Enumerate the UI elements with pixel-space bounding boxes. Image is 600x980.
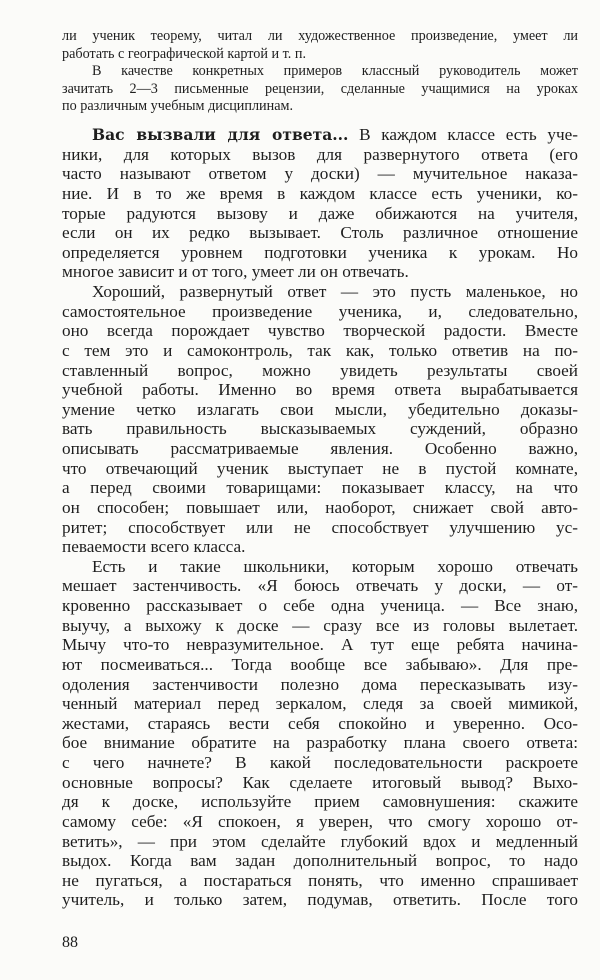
text-line — [62, 98, 578, 116]
text-line — [62, 733, 578, 753]
text-line — [62, 419, 578, 439]
text-line — [62, 773, 578, 793]
text-line-content: жестами, стараясь вести себя спокойно и уверенно. Осо- — [62, 713, 578, 733]
text-line — [62, 871, 578, 891]
text-line-content: ние. И в то же время в каждом классе есть ученики, ко- — [62, 183, 578, 203]
text-line-content: В каждом классе есть уче- — [359, 125, 578, 144]
text-line — [62, 675, 578, 695]
preceding-text — [62, 28, 578, 116]
text-line — [62, 459, 578, 479]
text-line-content: одоления застенчивости полезно дома пересказывать изу- — [62, 674, 578, 694]
text-line-content: Есть и такие школьники, которым хорошо отвечать — [92, 556, 578, 576]
text-line — [62, 851, 578, 871]
text-line-content: выдох. Когда вам задан дополнительный вопрос, то надо — [62, 851, 578, 871]
paragraph — [62, 125, 578, 282]
section-heading: Вас вызвали для ответа... — [92, 125, 349, 144]
text-line-content: работать с географической картой и т. п. — [62, 45, 307, 62]
text-line — [62, 832, 578, 852]
text-line-content: певаемости всего класса. — [62, 537, 246, 557]
text-line — [62, 302, 578, 322]
text-line-content: Мычу что-то невразумительное. А тут еще ребята начина- — [62, 635, 578, 655]
text-line-content: с чего начнете? В какой последовательности раскроете — [62, 753, 578, 772]
text-line-content: торые радуются вызову и даже обижаются на учителя, — [62, 203, 578, 223]
paragraph — [62, 63, 578, 116]
text-line-content: зачитать 2—3 письменные рецензии, сделанные учащимися на уроках — [62, 80, 578, 97]
text-line-content: оно всегда порождает чувство творческой радости. Вместе — [62, 321, 578, 341]
text-line-content: Хороший, развернутый ответ — это пусть маленькое, но — [92, 282, 578, 301]
text-line-content: многое зависит и от того, умеет ли он отвечать. — [62, 262, 409, 282]
text-line — [62, 361, 578, 381]
text-line — [62, 243, 578, 263]
text-line — [62, 616, 578, 636]
text-line — [62, 792, 578, 812]
text-line — [62, 282, 578, 302]
paragraph — [62, 28, 578, 63]
text-line-content: учитель, и только затем, подумав, ответить. После того — [62, 890, 578, 910]
text-line-content: ветить», — при этом сделайте глубокий вдох и медленный — [62, 831, 578, 851]
text-line — [62, 204, 578, 224]
text-line-content: что отвечающий ученик выступает не в пустой комнате, — [62, 458, 578, 478]
text-line-content: мешает застенчивость. «Я боюсь отвечать у доски, — от- — [62, 576, 578, 596]
text-line-content: В качестве конкретных примеров классный руководитель может — [92, 63, 578, 80]
text-line-content: по различным учебным дисциплинам. — [62, 98, 294, 115]
text-line — [62, 655, 578, 675]
text-line — [62, 28, 578, 46]
text-line — [62, 557, 578, 577]
text-line — [62, 164, 578, 184]
text-line-content: ритет; способствует или не способствует улучшению ус- — [62, 517, 578, 537]
text-line — [62, 380, 578, 400]
text-line-content: умение четко излагать свои мысли, убедительно доказы- — [62, 399, 578, 419]
text-line — [62, 145, 578, 165]
text-line — [62, 400, 578, 420]
text-line — [62, 537, 578, 557]
text-line-content: ставленный вопрос, можно увидеть результаты своей — [62, 360, 578, 380]
text-line — [62, 81, 578, 99]
section-vas-vyzvali — [62, 125, 578, 910]
text-line — [62, 635, 578, 655]
text-line — [62, 63, 578, 81]
text-line — [62, 714, 578, 734]
text-line-content: выучу, а выхожу к доске — сразу все из головы вылетает. — [62, 615, 578, 635]
text-line — [62, 498, 578, 518]
text-line — [62, 46, 578, 64]
text-line-content: учебной работы. Именно во время ответа вырабатывается — [62, 380, 578, 400]
text-line-content: ченный материал перед зеркалом, следя за своей мимикой, — [62, 694, 578, 714]
text-line-content: самому себе: «Я спокоен, я уверен, что смогу хорошо от- — [62, 811, 578, 831]
text-line-content: ники, для которых вызов для развернутого ответа (его — [62, 144, 578, 164]
text-line — [62, 576, 578, 596]
page-number: 88 — [62, 934, 78, 951]
paragraph — [62, 557, 578, 910]
text-line-content: ют посмеиваться... Тогда вообще все забываю». Для пре- — [62, 654, 578, 674]
text-line-content: не пугаться, а постараться понять, что именно спрашивает — [62, 870, 578, 890]
text-line — [62, 321, 578, 341]
text-line — [62, 184, 578, 204]
text-line-content: если он их редко вызывает. Столь различное отношение — [62, 223, 578, 243]
text-line-content: самостоятельное произведение ученика, и, следовательно, — [62, 301, 578, 321]
text-line — [62, 753, 578, 773]
text-line-content: вать правильность высказываемых суждений, образно — [62, 419, 578, 439]
text-line — [62, 341, 578, 361]
text-line-content: бое внимание обратите на разработку плана своего ответа: — [62, 733, 578, 753]
text-line — [62, 262, 578, 282]
text-line-content: часто называют ответом у доски) — мучительное наказа- — [62, 164, 578, 184]
text-line-content: кровенно рассказывает о себе одна ученица. — Все знаю, — [62, 596, 578, 615]
text-line-content: дя к доске, используйте прием самовнушения: скажите — [62, 792, 578, 812]
text-line-content: ли ученик теорему, читал ли художественное произведение, умеет ли — [62, 28, 578, 44]
text-line — [62, 596, 578, 616]
text-line — [62, 478, 578, 498]
paragraph — [62, 282, 578, 557]
text-line-content: определяется уровнем подготовки ученика к урокам. Но — [62, 242, 578, 262]
text-line — [62, 694, 578, 714]
text-line — [62, 125, 578, 145]
text-line — [62, 812, 578, 832]
text-line-content: с тем это и самоконтроль, так как, только ответив на по- — [62, 340, 578, 360]
text-line — [62, 518, 578, 538]
text-line — [62, 223, 578, 243]
text-line-content: а перед своими товарищами: показывает классу, на что — [62, 478, 578, 498]
text-line-content: он способен; повышает или, наоборот, снижает свой авто- — [62, 497, 578, 517]
text-line — [62, 439, 578, 459]
text-line-content: описывать рассматриваемые явления. Особенно важно, — [62, 439, 578, 458]
text-line — [62, 890, 578, 910]
text-line-content: основные вопросы? Как сделаете итоговый вывод? Выхо- — [62, 772, 578, 792]
